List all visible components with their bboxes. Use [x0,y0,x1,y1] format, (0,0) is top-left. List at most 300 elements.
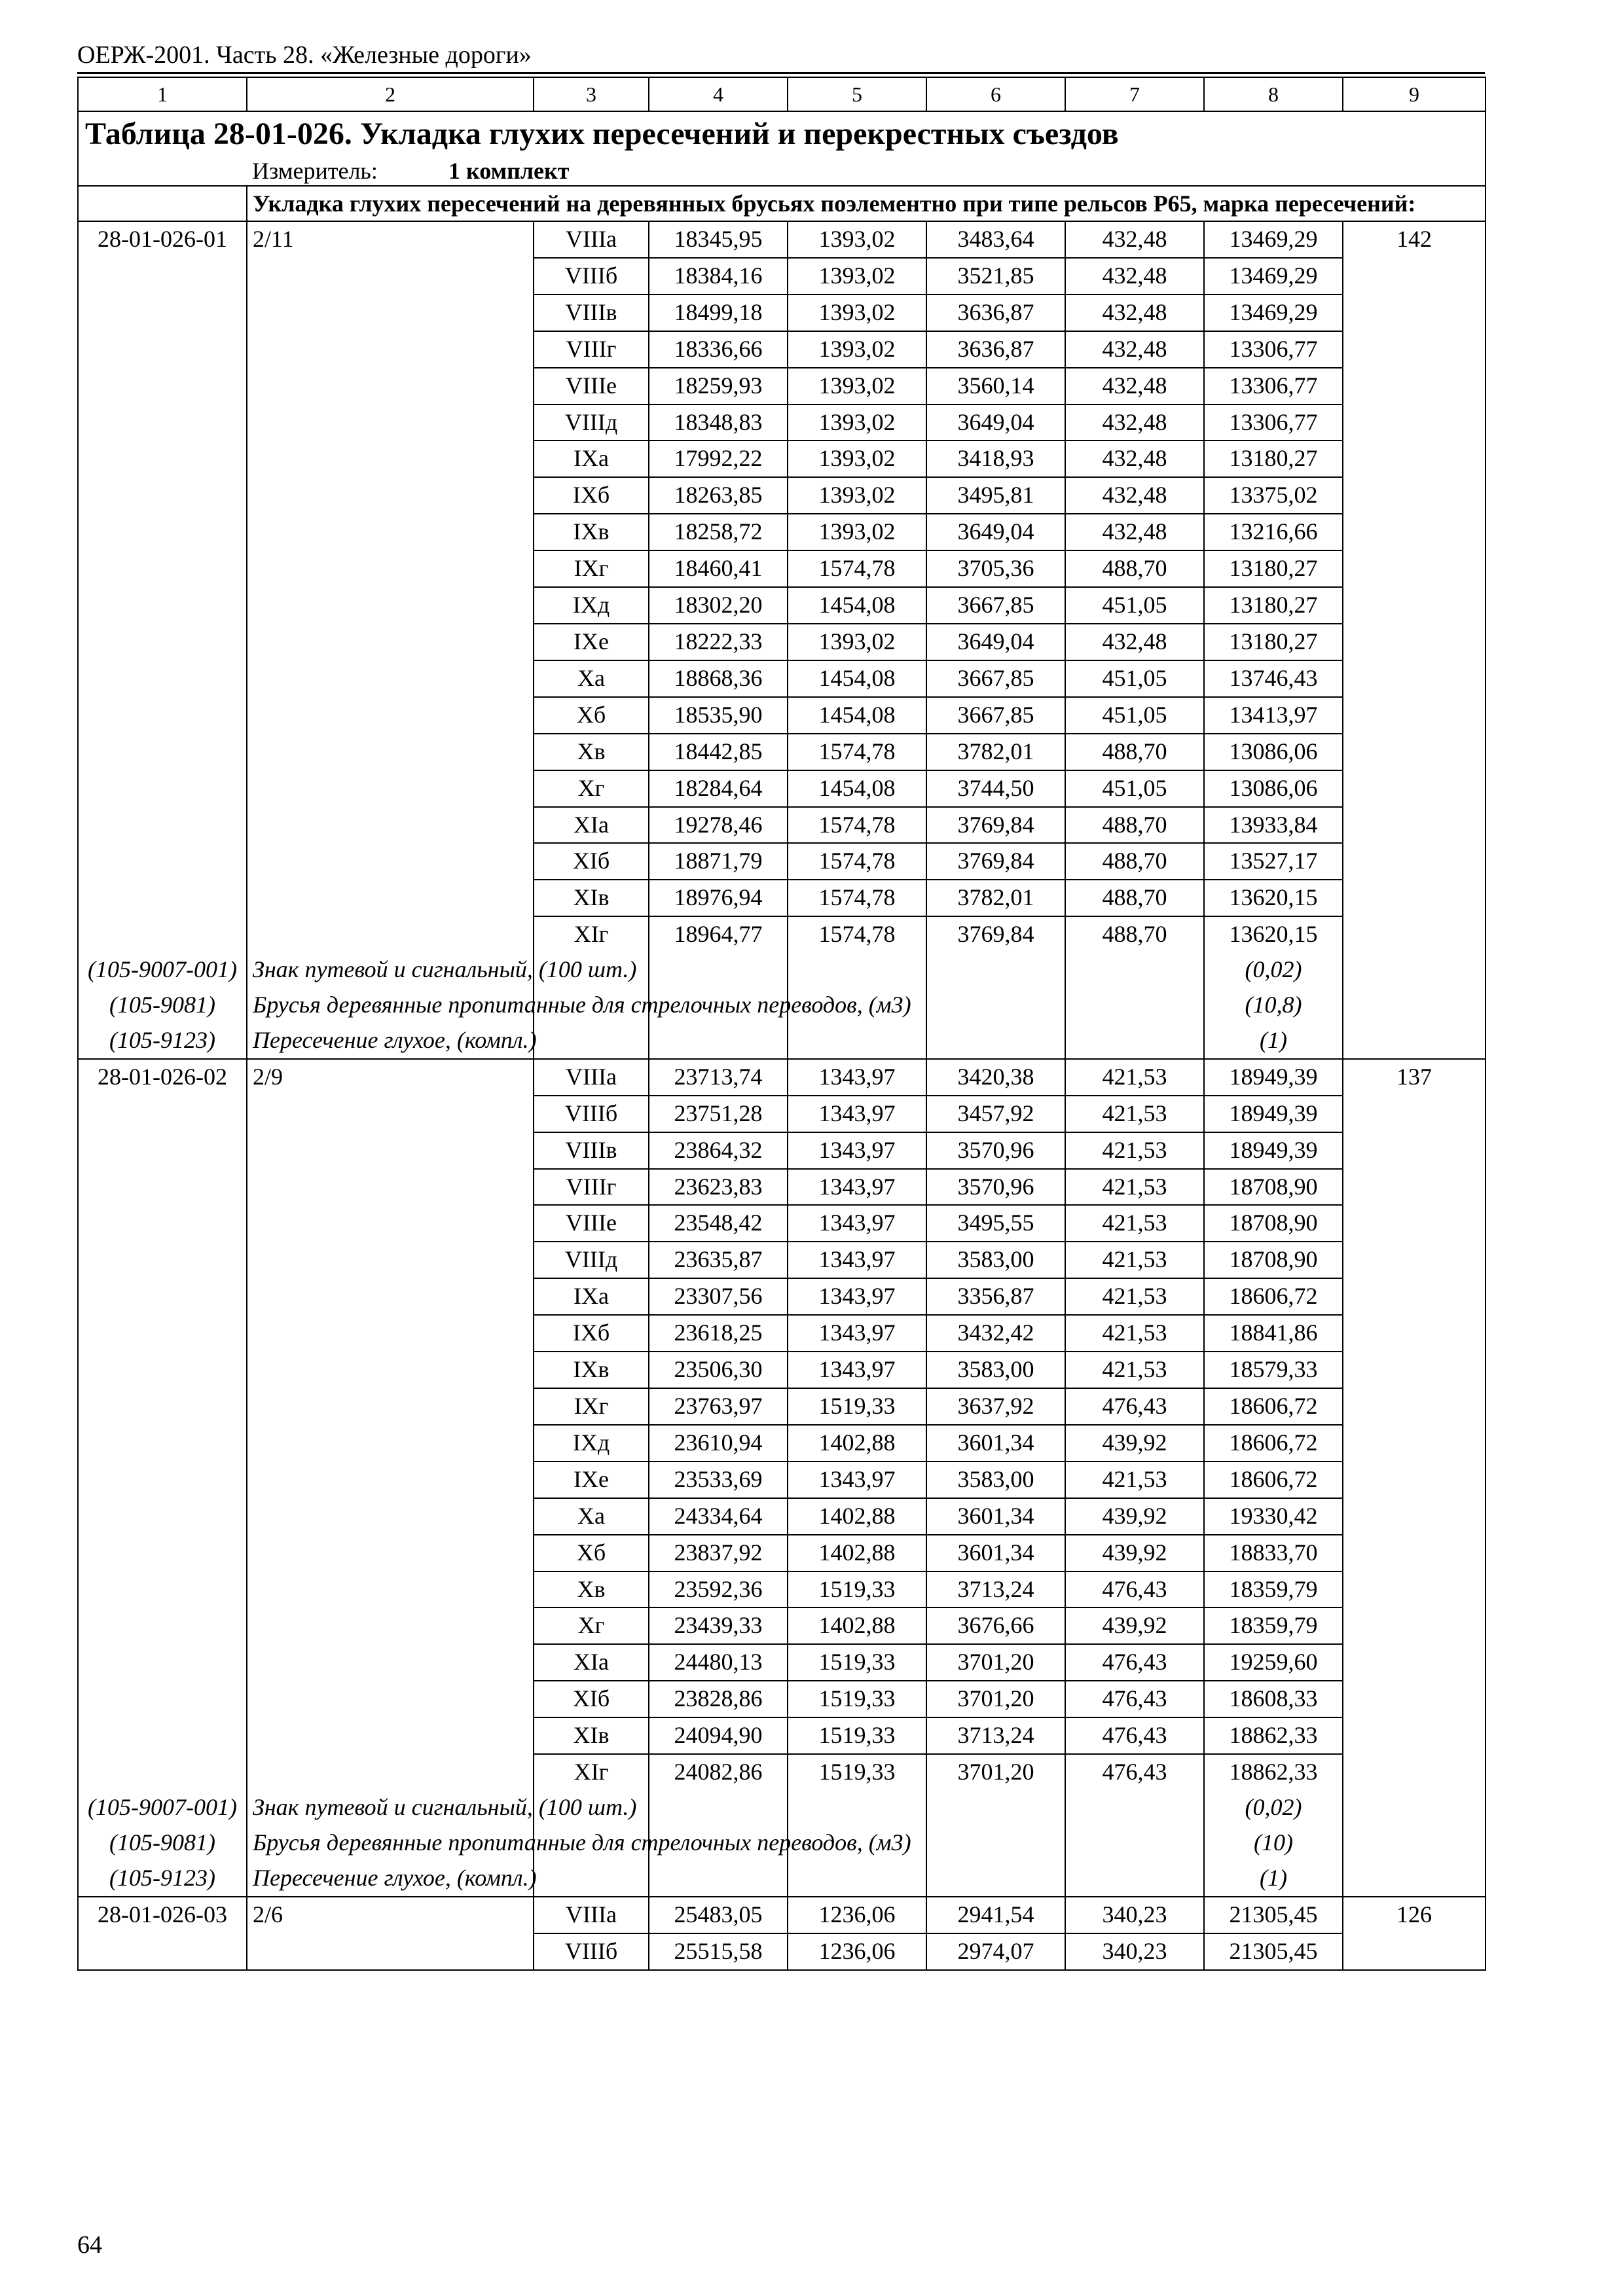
machine-cost: 3649,04 [926,624,1065,660]
machine-labor-cost: 451,05 [1065,770,1204,807]
table-row [78,1571,1486,1608]
labor-hours [1343,1242,1486,1278]
table-row [78,770,1486,807]
crossing-mark [247,1242,534,1278]
resource-code: (105-9007-001) [78,1790,247,1825]
labor-hours [1343,440,1486,477]
rate-code [78,1754,247,1790]
table-row [78,1933,1486,1970]
labor-hours [1343,1607,1486,1644]
rail-grade: XIв [534,880,649,916]
crossing-mark [247,697,534,734]
table-row [78,624,1486,660]
crossing-mark [247,1933,534,1970]
table-row [78,1096,1486,1132]
crossing-mark [247,440,534,477]
labor-hours [1343,1717,1486,1754]
machine-cost: 3667,85 [926,587,1065,624]
table-row [78,1498,1486,1535]
total-cost: 25483,05 [649,1897,788,1933]
machine-cost: 3769,84 [926,843,1065,880]
total-cost: 23763,97 [649,1388,788,1425]
material-cost: 18606,72 [1204,1388,1343,1425]
rail-grade: VIIIв [534,1132,649,1169]
labor-cost: 1343,97 [788,1169,926,1206]
resource-code: (105-9123) [78,1023,247,1059]
machine-labor-cost: 476,43 [1065,1388,1204,1425]
material-cost: 18949,39 [1204,1059,1343,1096]
total-cost: 23506,30 [649,1352,788,1388]
labor-hours: 137 [1343,1059,1486,1096]
total-cost: 23533,69 [649,1462,788,1498]
labor-hours [1343,843,1486,880]
machine-labor-cost: 432,48 [1065,295,1204,331]
labor-hours [1343,1644,1486,1681]
total-cost: 18258,72 [649,514,788,550]
labor-cost: 1343,97 [788,1315,926,1352]
empty-cell [534,1861,649,1897]
material-cost: 18579,33 [1204,1352,1343,1388]
machine-labor-cost: 476,43 [1065,1571,1204,1608]
labor-cost: 1402,88 [788,1607,926,1644]
labor-cost: 1393,02 [788,295,926,331]
machine-cost: 3667,85 [926,660,1065,697]
rate-code [78,1571,247,1608]
total-cost: 18384,16 [649,258,788,295]
machine-labor-cost: 432,48 [1065,514,1204,550]
crossing-mark [247,1132,534,1169]
rate-code [78,916,247,952]
empty-cell [926,988,1065,1023]
total-cost: 18345,95 [649,221,788,258]
machine-labor-cost: 488,70 [1065,807,1204,844]
labor-cost: 1343,97 [788,1132,926,1169]
labor-cost: 1343,97 [788,1205,926,1242]
total-cost: 23635,87 [649,1242,788,1278]
table-row [78,1897,1486,1933]
empty-cell [926,952,1065,988]
total-cost: 18868,36 [649,660,788,697]
labor-cost: 1519,33 [788,1681,926,1717]
machine-labor-cost: 421,53 [1065,1205,1204,1242]
machine-labor-cost: 421,53 [1065,1132,1204,1169]
crossing-mark [247,514,534,550]
rate-code [78,1535,247,1571]
material-cost: 19259,60 [1204,1644,1343,1681]
material-cost: 18606,72 [1204,1425,1343,1462]
rate-code [78,440,247,477]
rail-grade: IXб [534,1315,649,1352]
machine-cost: 3432,42 [926,1315,1065,1352]
labor-hours [1343,477,1486,514]
empty-cell [649,1790,788,1825]
table-row [78,1425,1486,1462]
rate-code [78,807,247,844]
resource-row [78,1790,1486,1825]
rail-grade: IXв [534,514,649,550]
material-cost: 18708,90 [1204,1169,1343,1206]
total-cost: 23618,25 [649,1315,788,1352]
total-cost: 23610,94 [649,1425,788,1462]
rail-grade: IXг [534,550,649,587]
rail-grade: VIIIа [534,221,649,258]
table-row [78,1059,1486,1096]
total-cost: 23623,83 [649,1169,788,1206]
crossing-mark [247,1096,534,1132]
resource-quantity: (10) [1204,1825,1343,1861]
rail-grade: XIв [534,1717,649,1754]
resource-code: (105-9081) [78,988,247,1023]
labor-hours [1343,624,1486,660]
rail-grade: IXг [534,1388,649,1425]
table-row [78,587,1486,624]
resource-code: (105-9123) [78,1861,247,1897]
machine-cost: 3457,92 [926,1096,1065,1132]
rail-grade: Xв [534,734,649,770]
rate-code [78,770,247,807]
material-cost: 13746,43 [1204,660,1343,697]
labor-cost: 1343,97 [788,1059,926,1096]
rate-code [78,1096,247,1132]
crossing-mark [247,1644,534,1681]
total-cost: 18302,20 [649,587,788,624]
machine-labor-cost: 432,48 [1065,477,1204,514]
crossing-mark [247,624,534,660]
resource-row [78,1825,1486,1861]
labor-cost: 1343,97 [788,1462,926,1498]
total-cost: 18336,66 [649,331,788,368]
machine-labor-cost: 439,92 [1065,1498,1204,1535]
material-cost: 13216,66 [1204,514,1343,550]
page-header: ОЕРЖ-2001. Часть 28. «Железные дороги» [77,41,532,69]
total-cost: 18263,85 [649,477,788,514]
rate-code [78,1933,247,1970]
section-row [78,186,1486,221]
machine-labor-cost: 432,48 [1065,404,1204,441]
labor-hours [1343,734,1486,770]
rate-code [78,843,247,880]
crossing-mark [247,1754,534,1790]
resource-name: Брусья деревянные пропитанные для стрелочных переводов, (м3) [247,1825,534,1861]
material-cost: 21305,45 [1204,1933,1343,1970]
crossing-mark [247,587,534,624]
rail-grade: IXб [534,477,649,514]
crossing-mark [247,477,534,514]
machine-cost: 3356,87 [926,1278,1065,1315]
labor-cost: 1519,33 [788,1754,926,1790]
resource-name: Знак путевой и сигнальный, (100 шт.) [247,1790,534,1825]
crossing-mark [247,295,534,331]
material-cost: 13620,15 [1204,880,1343,916]
total-cost: 24082,86 [649,1754,788,1790]
labor-hours [1343,258,1486,295]
labor-hours [1343,1278,1486,1315]
rate-code [78,1681,247,1717]
empty-cell [1065,1790,1204,1825]
machine-labor-cost: 432,48 [1065,331,1204,368]
rail-grade: VIIIг [534,331,649,368]
rail-grade: VIIIе [534,368,649,404]
rate-code [78,1717,247,1754]
table-row [78,880,1486,916]
machine-cost: 3649,04 [926,404,1065,441]
rail-grade: VIIIб [534,1933,649,1970]
crossing-mark [247,1169,534,1206]
labor-hours [1343,916,1486,952]
machine-labor-cost: 451,05 [1065,587,1204,624]
labor-hours [1343,807,1486,844]
rate-code [78,734,247,770]
crossing-mark [247,1388,534,1425]
resource-quantity: (1) [1204,1861,1343,1897]
labor-hours: 126 [1343,1897,1486,1933]
labor-cost: 1519,33 [788,1644,926,1681]
total-cost: 18348,83 [649,404,788,441]
labor-hours [1343,1681,1486,1717]
rate-code [78,514,247,550]
crossing-mark [247,843,534,880]
table-title: Таблица 28-01-026. Укладка глухих пересечений и перекрестных съездов [78,111,1486,156]
labor-cost: 1574,78 [788,550,926,587]
machine-labor-cost: 439,92 [1065,1535,1204,1571]
rate-code [78,587,247,624]
machine-cost: 3667,85 [926,697,1065,734]
unit-value: 1 комплект [448,158,570,184]
total-cost: 23828,86 [649,1681,788,1717]
material-cost: 13527,17 [1204,843,1343,880]
rail-grade: VIIIа [534,1897,649,1933]
total-cost: 23837,92 [649,1535,788,1571]
total-cost: 23864,32 [649,1132,788,1169]
rail-grade: Xа [534,1498,649,1535]
table-row [78,1169,1486,1206]
rate-code [78,477,247,514]
machine-labor-cost: 476,43 [1065,1754,1204,1790]
material-cost: 18606,72 [1204,1278,1343,1315]
machine-labor-cost: 488,70 [1065,550,1204,587]
material-cost: 18833,70 [1204,1535,1343,1571]
total-cost: 23751,28 [649,1096,788,1132]
table-row [78,404,1486,441]
rate-code [78,1425,247,1462]
machine-labor-cost: 476,43 [1065,1717,1204,1754]
crossing-mark [247,258,534,295]
rate-code [78,550,247,587]
machine-cost: 3495,81 [926,477,1065,514]
labor-hours [1343,368,1486,404]
labor-cost: 1402,88 [788,1498,926,1535]
total-cost: 25515,58 [649,1933,788,1970]
labor-cost: 1343,97 [788,1096,926,1132]
rail-grade: IXв [534,1352,649,1388]
labor-cost: 1343,97 [788,1352,926,1388]
table-row [78,1352,1486,1388]
material-cost: 13180,27 [1204,440,1343,477]
machine-cost: 3521,85 [926,258,1065,295]
empty-cell [926,1790,1065,1825]
machine-labor-cost: 421,53 [1065,1352,1204,1388]
material-cost: 18608,33 [1204,1681,1343,1717]
empty-cell [926,1023,1065,1059]
table-row [78,1754,1486,1790]
machine-cost: 3636,87 [926,295,1065,331]
machine-labor-cost: 432,48 [1065,624,1204,660]
crossing-mark [247,807,534,844]
resource-code: (105-9081) [78,1825,247,1861]
resource-row [78,1861,1486,1897]
crossing-mark [247,1352,534,1388]
table-row [78,514,1486,550]
machine-cost: 3782,01 [926,734,1065,770]
rail-grade: IXа [534,440,649,477]
rate-code [78,697,247,734]
crossing-mark [247,916,534,952]
rate-code [78,1352,247,1388]
empty-cell [1065,1023,1204,1059]
unit-label: Измеритель: [252,158,378,184]
machine-labor-cost: 488,70 [1065,880,1204,916]
crossing-mark: 2/6 [247,1897,534,1933]
table-row [78,1607,1486,1644]
machine-labor-cost: 488,70 [1065,916,1204,952]
machine-labor-cost: 476,43 [1065,1681,1204,1717]
labor-cost: 1574,78 [788,734,926,770]
crossing-mark [247,1315,534,1352]
machine-labor-cost: 451,05 [1065,660,1204,697]
labor-cost: 1519,33 [788,1571,926,1608]
machine-labor-cost: 421,53 [1065,1462,1204,1498]
machine-labor-cost: 421,53 [1065,1315,1204,1352]
crossing-mark [247,734,534,770]
labor-cost: 1454,08 [788,770,926,807]
total-cost: 18259,93 [649,368,788,404]
material-cost: 13306,77 [1204,368,1343,404]
rate-code [78,1462,247,1498]
labor-hours [1343,1933,1486,1970]
labor-cost: 1393,02 [788,514,926,550]
resource-row [78,952,1486,988]
rate-code: 28-01-026-01 [78,221,247,258]
total-cost: 18499,18 [649,295,788,331]
column-number: 1 [78,77,247,111]
rail-grade: XIб [534,1681,649,1717]
rail-grade: VIIIд [534,404,649,441]
unit-row [78,156,1486,186]
table-row [78,660,1486,697]
rate-code [78,258,247,295]
labor-cost: 1519,33 [788,1388,926,1425]
machine-cost: 3570,96 [926,1132,1065,1169]
material-cost: 18949,39 [1204,1132,1343,1169]
empty-cell [1343,1861,1486,1897]
material-cost: 18708,90 [1204,1205,1343,1242]
crossing-mark [247,880,534,916]
rail-grade: IXе [534,624,649,660]
labor-cost: 1402,88 [788,1425,926,1462]
table-row [78,1535,1486,1571]
labor-cost: 1519,33 [788,1717,926,1754]
machine-cost: 3583,00 [926,1242,1065,1278]
labor-hours [1343,1205,1486,1242]
labor-cost: 1393,02 [788,440,926,477]
table-row [78,1388,1486,1425]
labor-cost: 1454,08 [788,660,926,697]
column-number: 2 [247,77,534,111]
rail-grade: Xг [534,1607,649,1644]
labor-cost: 1574,78 [788,843,926,880]
material-cost: 13469,29 [1204,221,1343,258]
header-rule [77,72,1485,74]
labor-hours [1343,1352,1486,1388]
machine-cost: 2941,54 [926,1897,1065,1933]
machine-cost: 3769,84 [926,916,1065,952]
crossing-mark [247,1607,534,1644]
rate-code [78,331,247,368]
labor-hours [1343,660,1486,697]
machine-labor-cost: 421,53 [1065,1096,1204,1132]
material-cost: 13180,27 [1204,587,1343,624]
labor-cost: 1393,02 [788,477,926,514]
crossing-mark [247,1571,534,1608]
crossing-mark [247,1278,534,1315]
rail-grade: VIIIб [534,1096,649,1132]
total-cost: 23307,56 [649,1278,788,1315]
table-row [78,1644,1486,1681]
resource-quantity: (10,8) [1204,988,1343,1023]
machine-cost: 3483,64 [926,221,1065,258]
total-cost: 24480,13 [649,1644,788,1681]
empty-cell [1343,952,1486,988]
rail-grade: XIг [534,916,649,952]
rate-code [78,368,247,404]
material-cost: 18862,33 [1204,1717,1343,1754]
machine-cost: 3583,00 [926,1352,1065,1388]
labor-hours [1343,1388,1486,1425]
total-cost: 18442,85 [649,734,788,770]
rail-grade: VIIIд [534,1242,649,1278]
crossing-mark [247,1535,534,1571]
empty-cell [1343,1825,1486,1861]
total-cost: 24094,90 [649,1717,788,1754]
rail-grade: Xа [534,660,649,697]
labor-cost: 1393,02 [788,331,926,368]
machine-labor-cost: 432,48 [1065,440,1204,477]
machine-labor-cost: 340,23 [1065,1933,1204,1970]
rate-code [78,295,247,331]
empty-cell [788,952,926,988]
table-row [78,221,1486,258]
total-cost: 19278,46 [649,807,788,844]
machine-cost: 3705,36 [926,550,1065,587]
machine-cost: 3495,55 [926,1205,1065,1242]
machine-labor-cost: 432,48 [1065,221,1204,258]
crossing-mark [247,368,534,404]
empty-cell [926,1825,1065,1861]
rate-code [78,1607,247,1644]
material-cost: 18841,86 [1204,1315,1343,1352]
material-cost: 21305,45 [1204,1897,1343,1933]
empty-cell [649,1023,788,1059]
labor-cost: 1574,78 [788,916,926,952]
rate-code: 28-01-026-02 [78,1059,247,1096]
labor-hours [1343,697,1486,734]
empty-cell [649,1861,788,1897]
table-row [78,295,1486,331]
column-number: 9 [1343,77,1486,111]
total-cost: 18284,64 [649,770,788,807]
table-row [78,1242,1486,1278]
total-cost: 23713,74 [649,1059,788,1096]
